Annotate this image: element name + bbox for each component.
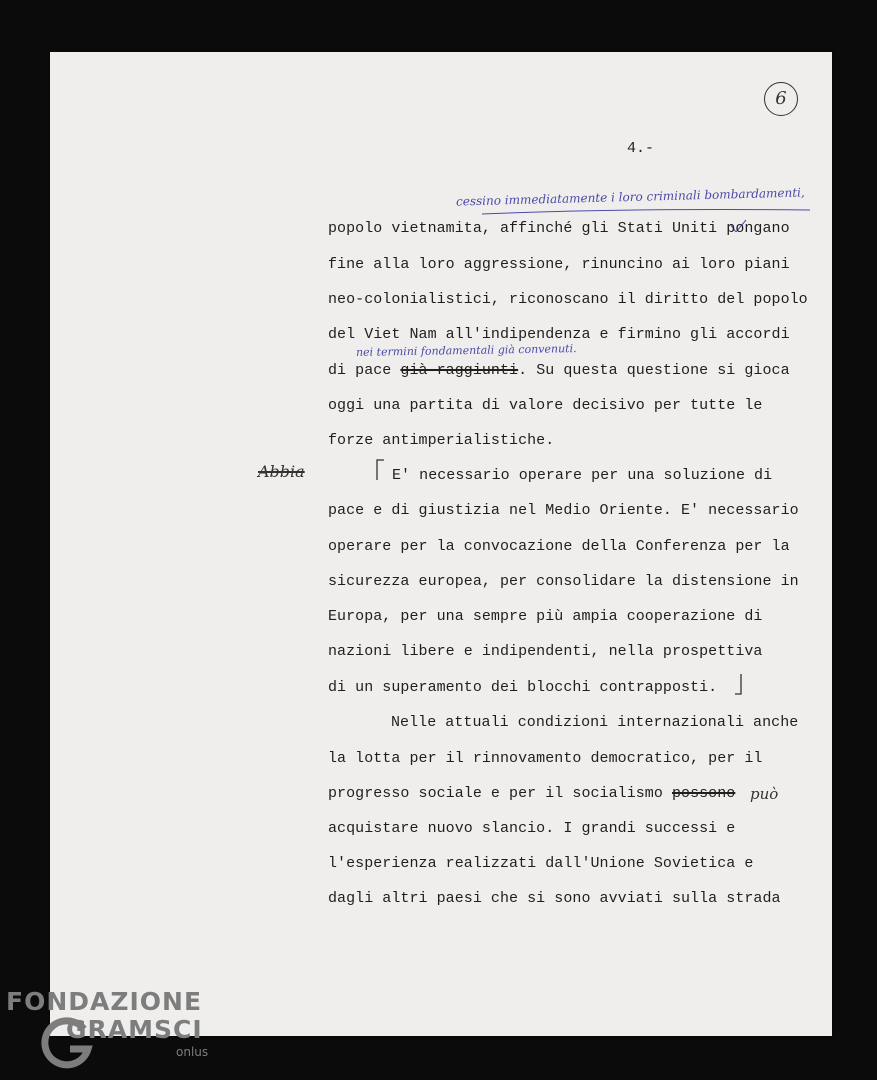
struck-margin-note: Abbia (258, 462, 305, 481)
text-line-16: la lotta per il rinnovamento democratico, per il (328, 750, 763, 767)
text-line-2: fine alla loro aggressione, rinuncino ai loro piani (328, 256, 790, 273)
text-line-17-start: progresso sociale e per il socialismo (328, 785, 672, 802)
logo-text-line1: FONDAZIONE (6, 987, 203, 1016)
text-line-3: neo-colonialistici, riconoscano il diritto del popolo (328, 291, 808, 308)
logo-text-line2: GRAMSCI (66, 1015, 203, 1044)
text-line-12: Europa, per una sempre più ampia cooperazione di (328, 608, 763, 625)
text-line-1: popolo vietnamita, affinché gli Stati Uniti pongano (328, 220, 790, 237)
logo-subtitle: onlus (176, 1045, 209, 1059)
document-page (50, 52, 832, 1036)
text-line-17 (328, 785, 735, 802)
text-line-4: del Viet Nam all'indipendenza e firmino gli accordi (328, 326, 790, 343)
handwritten-insert-middle: nei termini fondamentali già convenuti. (355, 342, 577, 359)
handwritten-replacement: può (750, 785, 779, 803)
text-line-8: E' necessario operare per una soluzione di (392, 467, 773, 484)
open-bracket-mark (374, 458, 386, 482)
text-line-13: nazioni libere e indipendenti, nella prospettiva (328, 643, 763, 660)
struck-text: già raggiunti (400, 362, 519, 379)
fondazione-gramsci-logo (6, 987, 226, 1077)
text-line-18: acquistare nuovo slancio. I grandi successi e (328, 820, 736, 837)
text-line-9: pace e di giustizia nel Medio Oriente. E' necessario (328, 502, 799, 519)
text-line-5 (328, 362, 790, 379)
close-bracket-mark (733, 672, 747, 698)
struck-word: possono (671, 785, 736, 802)
text-line-6: oggi una partita di valore decisivo per tutte le (328, 397, 763, 414)
text-line-5-end: . Su questa questione si gioca (518, 362, 790, 379)
text-line-11: sicurezza europea, per consolidare la distensione in (328, 573, 799, 590)
handwritten-insert-top: cessino immediatamente i loro criminali bombardamenti, (455, 185, 805, 209)
text-line-14: di un superamento dei blocchi contrapposti. (328, 679, 718, 696)
text-line-19: l'esperienza realizzati dall'Unione Sovietica e (328, 855, 754, 872)
page-number: 4.- (627, 140, 655, 157)
text-line-5-start: di pace (328, 362, 401, 379)
text-line-15: Nelle attuali condizioni internazionali anche (391, 714, 799, 731)
archive-number-circle: 6 (764, 82, 798, 116)
text-line-10: operare per la convocazione della Conferenza per la (328, 538, 790, 555)
text-line-7: forze antimperialistiche. (328, 432, 555, 449)
text-line-20: dagli altri paesi che si sono avviati sulla strada (328, 890, 781, 907)
